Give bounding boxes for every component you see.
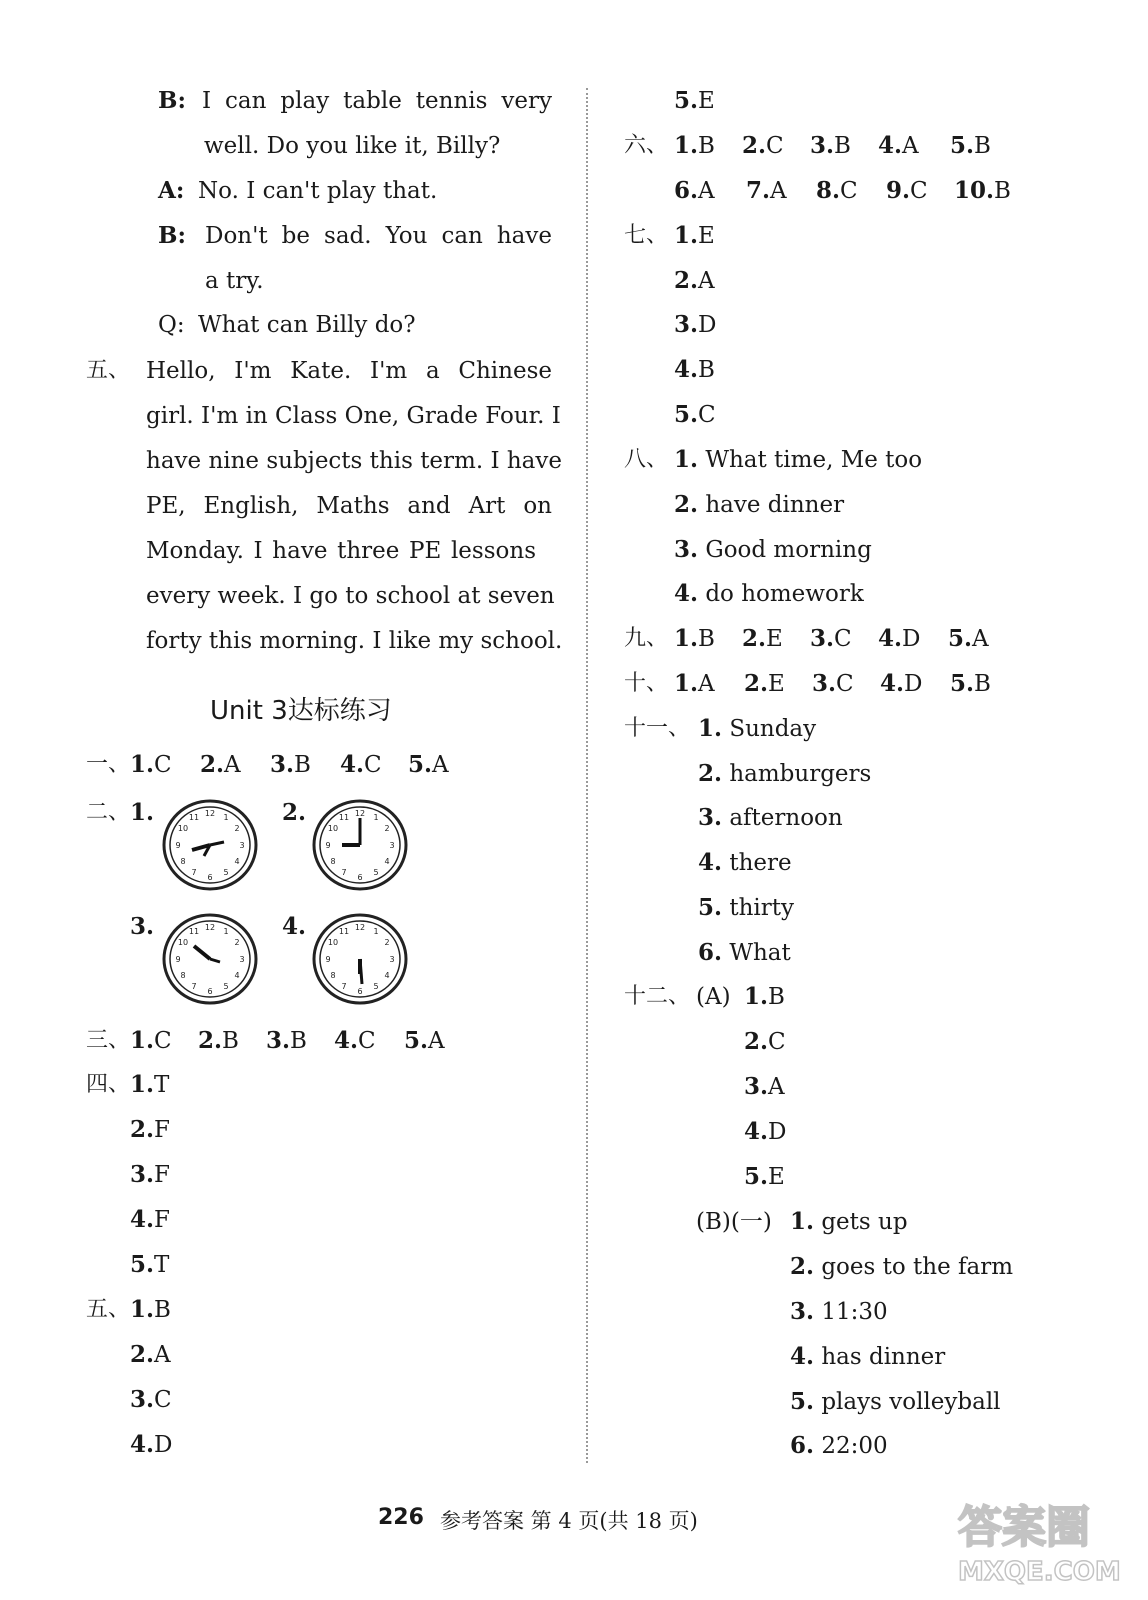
answer-item: 2.C — [742, 132, 784, 159]
answer-item: 3.B — [270, 751, 311, 778]
answer-item: 5. plays volleyball — [790, 1388, 1001, 1415]
dialog-line: Don't be sad. You can have — [205, 223, 552, 249]
clock-icon — [310, 912, 410, 1007]
answer-item: 6. 22:00 — [790, 1432, 888, 1459]
svg-text:8: 8 — [330, 857, 336, 866]
dialog-line: I can play table tennis very — [202, 88, 552, 114]
answer-item: 3.A — [744, 1073, 785, 1100]
svg-text:6: 6 — [207, 873, 213, 882]
part-label: (B)(一) — [696, 1209, 772, 1235]
watermark-logo — [950, 1490, 1135, 1590]
section-label: 五、 — [86, 358, 131, 383]
svg-text:10: 10 — [327, 824, 339, 833]
svg-text:5: 5 — [373, 868, 379, 877]
answer-item: 3.C — [810, 625, 852, 652]
answer-item: 5.B — [950, 670, 991, 697]
svg-text:3: 3 — [239, 841, 245, 850]
answer-item: 1. Sunday — [698, 715, 817, 742]
section-label: 八、 — [624, 447, 669, 472]
answer-item: 3. Good morning — [674, 536, 872, 563]
svg-text:4: 4 — [234, 857, 240, 866]
svg-text:1: 1 — [373, 813, 379, 822]
svg-text:10: 10 — [177, 824, 189, 833]
svg-text:11: 11 — [188, 813, 200, 822]
svg-text:1: 1 — [223, 813, 229, 822]
dialog-speaker: Q: — [158, 312, 185, 338]
svg-text:7: 7 — [341, 982, 347, 991]
watermark-text: 答案圈 — [958, 1502, 1090, 1553]
answer-item: 4.A — [878, 132, 919, 159]
answer-item: 8.C — [816, 177, 858, 204]
answer-item: 2.C — [744, 1028, 786, 1055]
svg-text:3: 3 — [389, 955, 395, 964]
svg-text:6: 6 — [207, 987, 213, 996]
answer-item: 2.B — [198, 1027, 239, 1054]
svg-text:5: 5 — [223, 868, 229, 877]
answer-item: 1.C — [130, 751, 172, 778]
answer-item: 1.B — [130, 1296, 171, 1323]
clock-number: 4. — [282, 913, 307, 940]
answer-item: 2. hamburgers — [698, 760, 872, 787]
section-label: 十、 — [624, 671, 669, 696]
section-label: 三、 — [86, 1028, 131, 1053]
svg-text:2: 2 — [384, 824, 390, 833]
answer-item: 1.B — [674, 132, 715, 159]
section-label: 九、 — [624, 626, 669, 651]
answer-item: 4.C — [340, 751, 382, 778]
dialog-line: a try. — [205, 268, 264, 294]
answer-item: 5. thirty — [698, 894, 794, 921]
svg-text:10: 10 — [327, 938, 339, 947]
svg-text:9: 9 — [175, 955, 181, 964]
answer-item: 1.T — [130, 1071, 170, 1098]
passage-line: forty this morning. I like my school. — [146, 628, 563, 654]
svg-text:7: 7 — [191, 982, 197, 991]
svg-text:12: 12 — [204, 809, 216, 818]
answer-item: 5.T — [130, 1251, 170, 1278]
answer-item: 1.E — [674, 222, 715, 249]
dialog-speaker: B: — [158, 87, 186, 114]
svg-text:1: 1 — [373, 927, 379, 936]
svg-text:10: 10 — [177, 938, 189, 947]
answer-item: 2.A — [200, 751, 241, 778]
answer-item: 4.D — [130, 1431, 173, 1458]
answer-item: 6.A — [674, 177, 715, 204]
dialog-line: well. Do you like it, Billy? — [204, 133, 501, 159]
clock-icon — [160, 798, 260, 893]
svg-text:8: 8 — [180, 857, 186, 866]
answer-item: 3.C — [130, 1386, 172, 1413]
answer-item: 4.D — [744, 1118, 787, 1145]
svg-text:7: 7 — [191, 868, 197, 877]
svg-text:5: 5 — [373, 982, 379, 991]
answer-item: 1. What time, Me too — [674, 446, 923, 473]
answer-item: 4. has dinner — [790, 1343, 946, 1370]
svg-text:12: 12 — [354, 923, 366, 932]
svg-text:11: 11 — [338, 927, 350, 936]
clock-number: 3. — [130, 913, 155, 940]
answer-item: 7.A — [746, 177, 787, 204]
svg-text:2: 2 — [234, 824, 240, 833]
answer-item: 2. have dinner — [674, 491, 845, 518]
dialog-line: No. I can't play that. — [198, 178, 438, 204]
answer-item: 3. 11:30 — [790, 1298, 888, 1325]
answer-item: 10.B — [954, 177, 1011, 204]
answer-item: 4.C — [334, 1027, 376, 1054]
unit-heading: Unit 3达标练习 — [210, 696, 392, 726]
passage-line: every week. I go to school at seven — [146, 583, 555, 609]
part-label: (A) — [696, 984, 731, 1010]
answer-item: 5.E — [674, 87, 715, 114]
svg-text:8: 8 — [180, 971, 186, 980]
clock-icon — [160, 912, 260, 1007]
clock-number: 2. — [282, 799, 307, 826]
answer-item: 4.F — [130, 1206, 170, 1233]
section-label: 五、 — [86, 1297, 131, 1322]
dialog-line: What can Billy do? — [198, 312, 416, 338]
answer-item: 1.B — [674, 625, 715, 652]
answer-item: 1. gets up — [790, 1208, 908, 1235]
svg-text:8: 8 — [330, 971, 336, 980]
svg-text:9: 9 — [175, 841, 181, 850]
column-divider — [586, 88, 588, 1463]
section-label: 十一、 — [624, 716, 691, 741]
answer-item: 2.F — [130, 1116, 170, 1143]
svg-text:11: 11 — [188, 927, 200, 936]
svg-text:4: 4 — [234, 971, 240, 980]
answer-item: 3. afternoon — [698, 804, 843, 831]
answer-item: 6. What — [698, 939, 791, 966]
answer-item: 5.A — [408, 751, 449, 778]
answer-item: 3.D — [674, 311, 717, 338]
svg-text:7: 7 — [341, 868, 347, 877]
passage-line: have nine subjects this term. I have — [146, 448, 562, 474]
answer-item: 1.B — [744, 983, 785, 1010]
answer-item: 2. goes to the farm — [790, 1253, 1014, 1280]
svg-text:9: 9 — [325, 955, 331, 964]
svg-text:2: 2 — [384, 938, 390, 947]
answer-item: 4. do homework — [674, 580, 864, 607]
answer-item: 4.D — [878, 625, 921, 652]
clock-number: 1. — [130, 799, 155, 826]
clock-icon — [310, 798, 410, 893]
passage-line: Monday. I have three PE lessons — [146, 538, 536, 564]
answer-item: 5.B — [950, 132, 991, 159]
svg-text:3: 3 — [389, 841, 395, 850]
passage-line: PE, English, Maths and Art on — [146, 493, 552, 519]
answer-item: 3.C — [812, 670, 854, 697]
answer-item: 4.B — [674, 356, 715, 383]
answer-item: 5.E — [744, 1163, 785, 1190]
answer-item: 2.A — [130, 1341, 171, 1368]
answer-item: 1.C — [130, 1027, 172, 1054]
answer-item: 9.C — [886, 177, 928, 204]
dialog-speaker: B: — [158, 222, 186, 249]
svg-text:4: 4 — [384, 857, 390, 866]
svg-text:12: 12 — [354, 809, 366, 818]
answer-item: 2.E — [744, 670, 785, 697]
answer-item: 5.A — [948, 625, 989, 652]
svg-text:6: 6 — [357, 873, 363, 882]
answer-item: 3.F — [130, 1161, 170, 1188]
svg-text:12: 12 — [204, 923, 216, 932]
svg-text:9: 9 — [325, 841, 331, 850]
section-label: 二、 — [86, 800, 131, 825]
answer-item: 3.B — [266, 1027, 307, 1054]
svg-text:6: 6 — [357, 987, 363, 996]
page-caption: 参考答案 第 4 页(共 18 页) — [440, 1509, 698, 1533]
section-label: 十二、 — [624, 984, 691, 1009]
svg-text:11: 11 — [338, 813, 350, 822]
svg-text:2: 2 — [234, 938, 240, 947]
answer-item: 4.D — [880, 670, 923, 697]
dialog-speaker: A: — [158, 177, 185, 204]
answer-item: 2.A — [674, 267, 715, 294]
passage-line: girl. I'm in Class One, Grade Four. I — [146, 403, 561, 429]
answer-item: 5.A — [404, 1027, 445, 1054]
section-label: 四、 — [86, 1072, 131, 1097]
answer-item: 5.C — [674, 401, 716, 428]
watermark-url: MXQE.COM — [958, 1557, 1121, 1587]
answer-item: 3.B — [810, 132, 851, 159]
answer-item: 2.E — [742, 625, 783, 652]
svg-text:5: 5 — [223, 982, 229, 991]
svg-text:4: 4 — [384, 971, 390, 980]
answer-item: 1.A — [674, 670, 715, 697]
section-label: 一、 — [86, 752, 131, 777]
passage-line: Hello, I'm Kate. I'm a Chinese — [146, 358, 552, 384]
section-label: 七、 — [624, 223, 669, 248]
section-label: 六、 — [624, 133, 669, 158]
svg-text:1: 1 — [223, 927, 229, 936]
svg-text:3: 3 — [239, 955, 245, 964]
page-number: 226 — [378, 1505, 424, 1530]
answer-item: 4. there — [698, 849, 792, 876]
